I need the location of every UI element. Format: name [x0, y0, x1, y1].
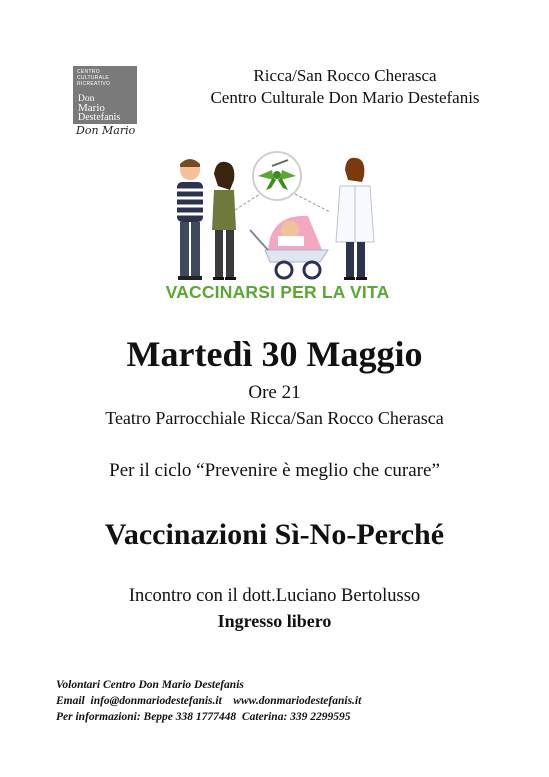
event-time: Ore 21	[248, 382, 301, 403]
logo-text-line: Destefanis	[78, 112, 121, 123]
footer-contacts: Email info@donmariodestefanis.it www.donmariodestefanis.it	[56, 695, 362, 707]
logo-small-text	[77, 69, 110, 87]
ribbon-icon	[253, 152, 301, 200]
event-venue: Teatro Parrocchiale Ricca/San Rocco Cherasca	[105, 408, 444, 428]
event-entry: Ingresso libero	[217, 611, 332, 631]
event-speaker: Incontro con il dott.Luciano Bertolusso	[128, 586, 421, 606]
event-cycle: Per il ciclo “Prevenire è meglio che curare”	[109, 460, 440, 481]
logo-text-line: CENTRO	[77, 69, 100, 75]
logo-text-line: CULTURALE	[77, 75, 110, 81]
mother-figure	[212, 162, 236, 280]
logo-name	[78, 95, 120, 122]
father-figure	[177, 159, 203, 280]
organization-logo	[73, 66, 137, 124]
doctor-figure	[336, 158, 374, 280]
campaign-slogan: VACCINARSI PER LA VITA	[165, 282, 390, 302]
baby-stroller	[250, 216, 328, 278]
logo-text-line: Mario	[78, 102, 105, 114]
signature: Don Mario	[76, 124, 136, 137]
footer-organizers: Volontari Centro Don Mario Destefanis	[56, 679, 244, 691]
logo-text-line: RICREATIVO	[77, 81, 111, 87]
event-topic: Vaccinazioni Sì-No-Perché	[104, 518, 445, 551]
header-location: Ricca/San Rocco Cherasca	[253, 66, 437, 85]
header-organization: Centro Culturale Don Mario Destefanis	[210, 88, 480, 107]
footer-phone-info: Per informazioni: Beppe 338 1777448 Caterina: 339 2299595	[56, 711, 351, 723]
event-date: Martedì 30 Maggio	[126, 334, 423, 374]
logo-text-line: Don	[78, 94, 95, 104]
